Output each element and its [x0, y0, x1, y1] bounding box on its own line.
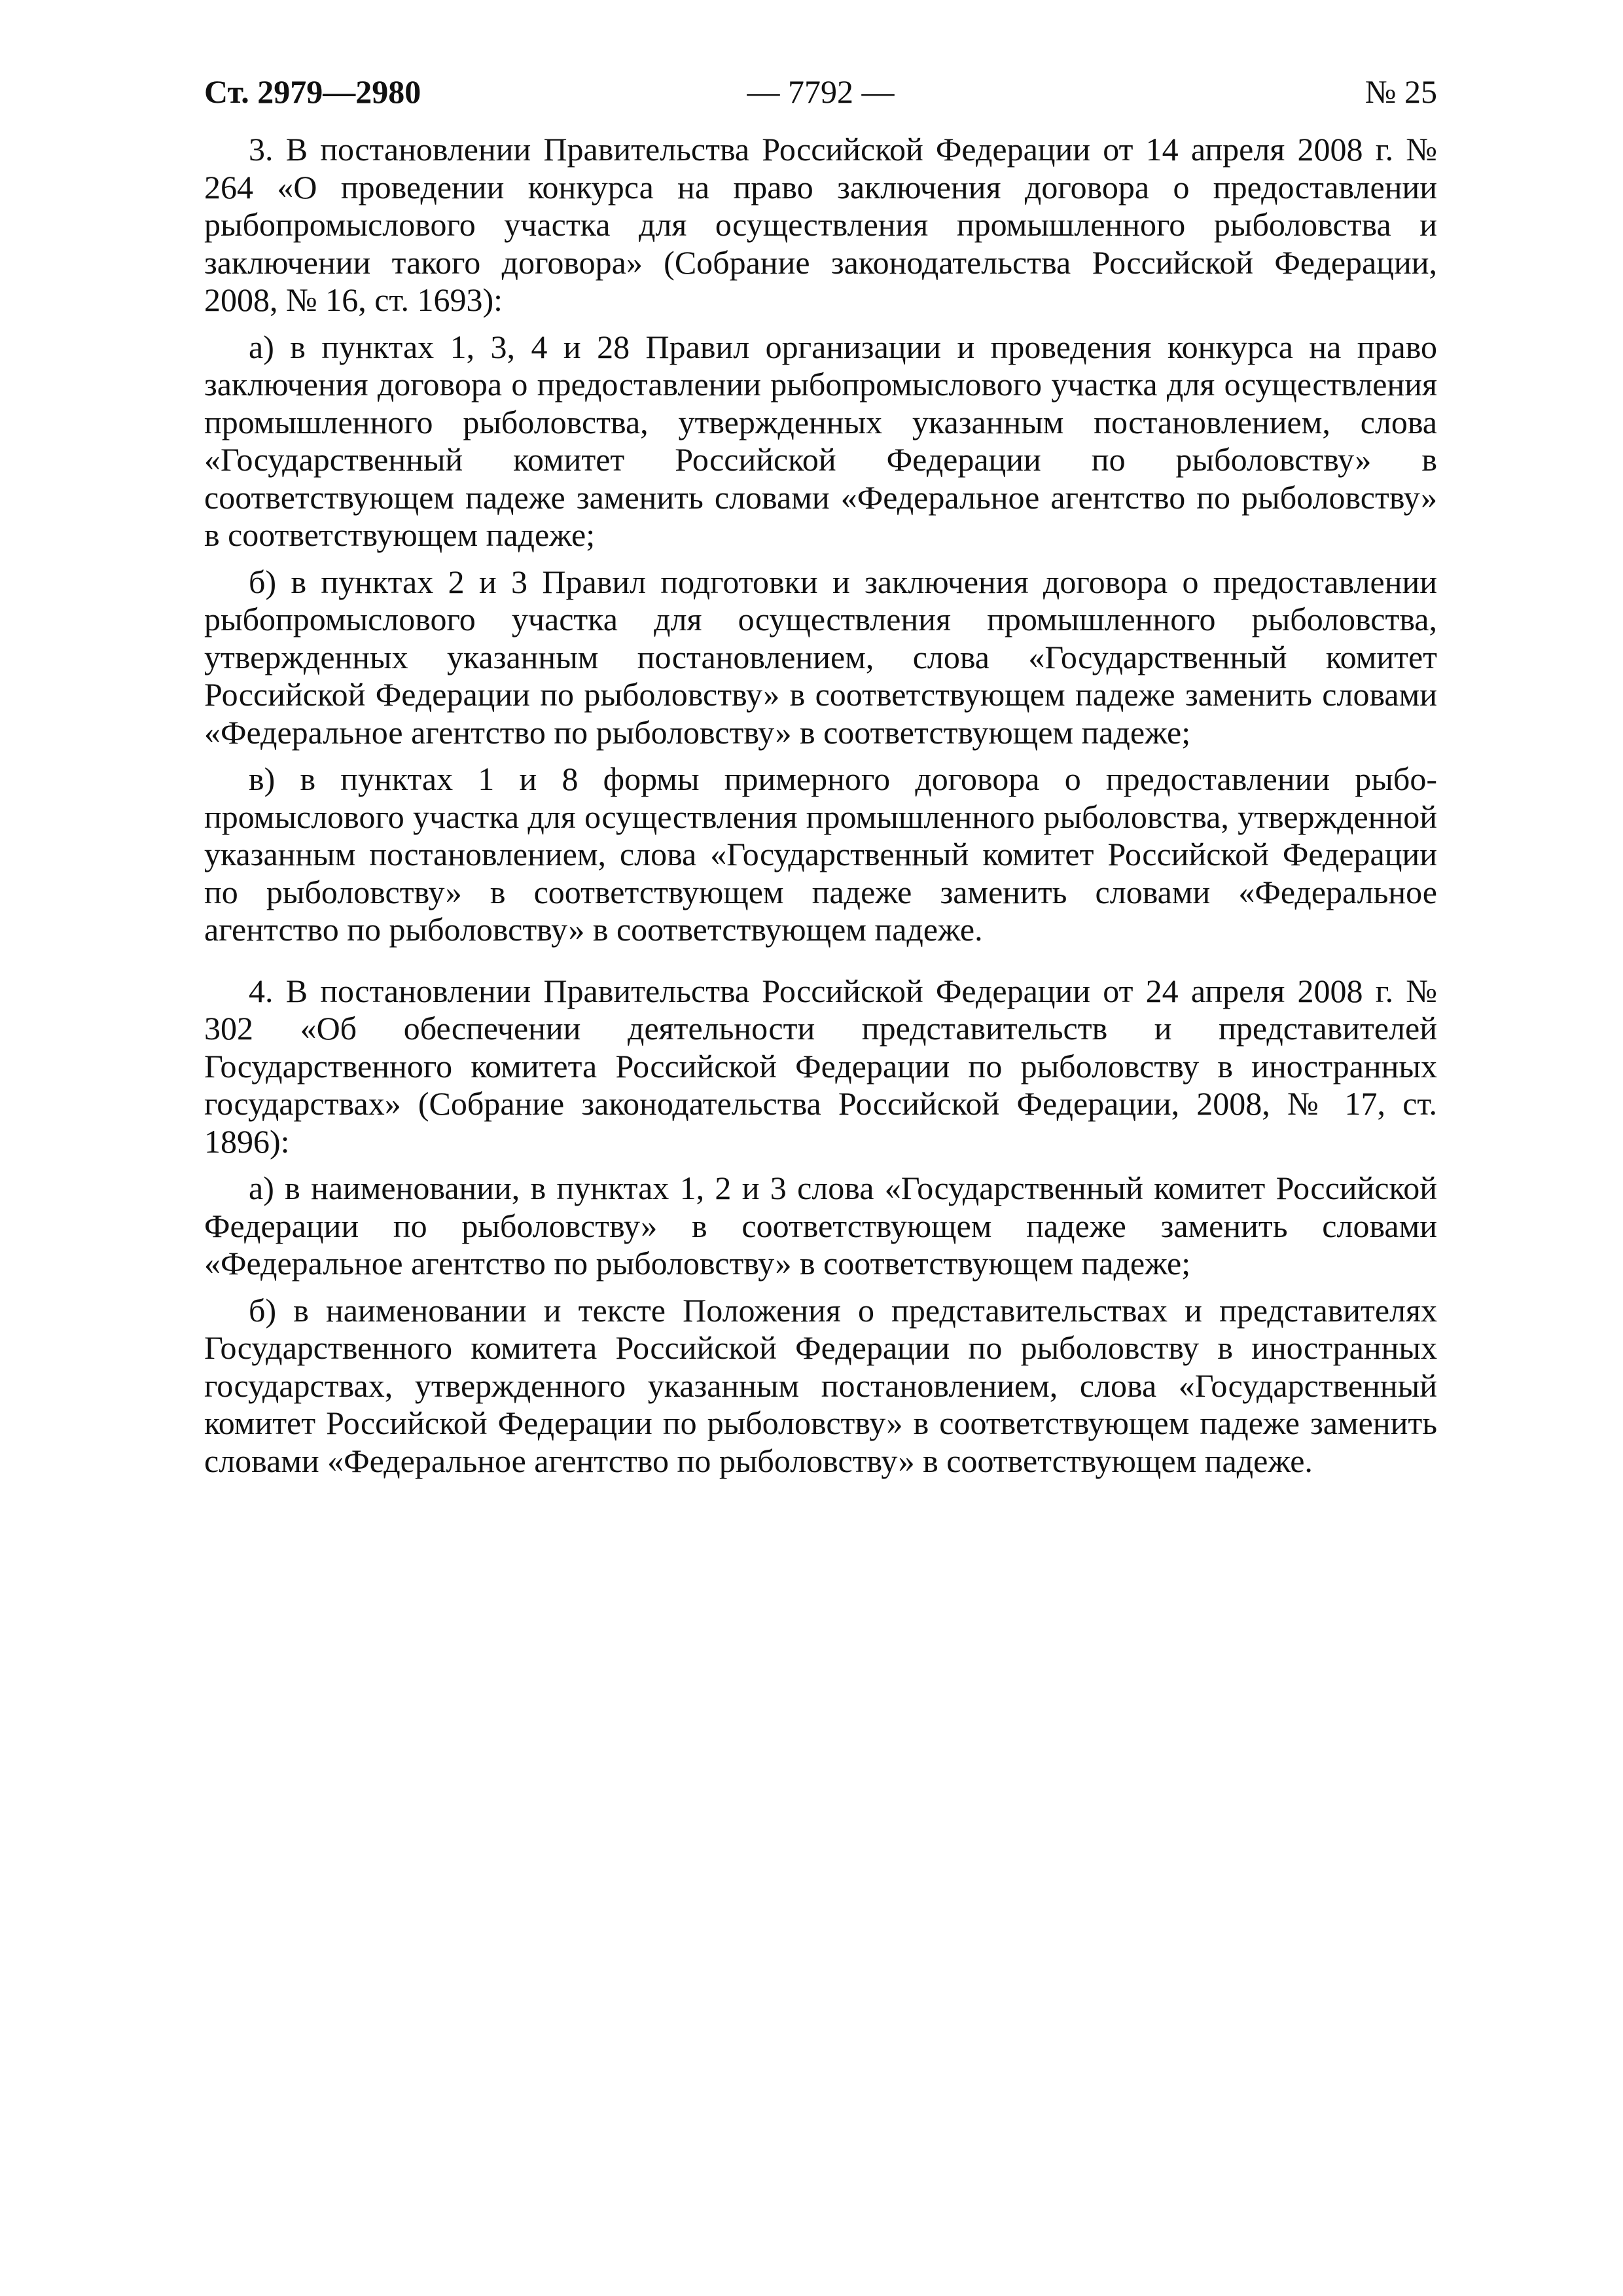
article-number: Ст. 2979—2980 — [204, 73, 421, 110]
paragraph-subitem-4a: а) в наименовании, в пунктах 1, 2 и 3 слова «Государственный комитет Российской Федерации по рыболовству» в соответствующем падеже заменить словами «Федеральное агентство по рыболовству» в соответствующем падеже; — [204, 1170, 1437, 1282]
paragraph-subitem-3a: а) в пунктах 1, 3, 4 и 28 Правил организации и проведения конкурса на право заключения договора о предоставлении рыбопромыслового участка для осуществления промышленного рыболовства, утвержденных указанным постановлением, слова «Государственный комитет Российской Федерации по рыболовству» в соответствующем падеже заменить словами «Федеральное агентство по рыболовству» в соответствующем падеже; — [204, 328, 1437, 553]
issue-number: № 25 — [1364, 73, 1437, 110]
document-body — [204, 131, 1437, 1480]
paragraph-subitem-3b: б) в пунктах 2 и 3 Правил подготовки и заключения договора о предоставлении рыбопромыслового участка для осуществления промышленного рыболовства, утвержденных указанным постановлением, слова «Государственный комитет Российской Федерации по рыболовству» в соответствующем падеже заменить словами «Федеральное агентство по рыболовству» в соответствующем падеже; — [204, 563, 1437, 751]
paragraph-item-4: 4. В постановлении Правительства Российской Федерации от 24 апреля 2008 г. № 302 «Об обеспечении деятельности представительств и представителей Государственного комитета Российской Федерации по рыболовству в иностранных государствах» (Собрание законодательства Российской Федерации, 2008, № 17, ст. 1896): — [204, 972, 1437, 1160]
paragraph-subitem-3v: в) в пунктах 1 и 8 формы примерного договора о предоставлении рыбопромыслового участка для осуществления промышленного рыболовства, утвержденной указанным постановлением, слова «Государственный комитет Российской Федерации по рыболовству» в соответствующем падеже заменить словами «Федеральное агентство по рыболовству» в соответствующем падеже. — [204, 761, 1437, 948]
page-header — [204, 65, 1437, 118]
paragraph-item-3: 3. В постановлении Правительства Российской Федерации от 14 апреля 2008 г. № 264 «О проведении конкурса на право заключения договора о предоставлении рыбопромыслового участка для осуществления промышленного рыболовства и заключении такого договора» (Собрание законодательства Российской Федерации, 2008, № 16, ст. 1693): — [204, 131, 1437, 318]
page-number: — 7792 — — [747, 73, 895, 110]
paragraph-subitem-4b: б) в наименовании и тексте Положения о представительствах и представителях Государственного комитета Российской Федерации по рыболовству в иностранных государствах, утвержденного указанным постановлением, слова «Государственный комитет Российской Федерации по рыболовству» в соответствующем падеже заменить словами «Федеральное агентство по рыболовству» в соответствующем падеже. — [204, 1291, 1437, 1479]
document-page — [204, 65, 1437, 1480]
